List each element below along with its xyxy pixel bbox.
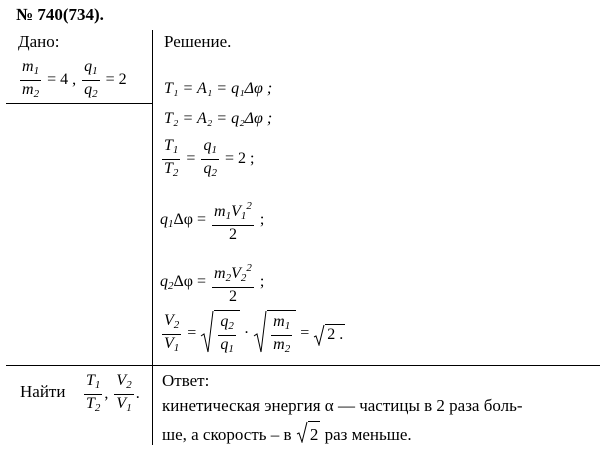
equation-kinetic-2: $q_2\Delta\varphi$ = $\frac{m_2V_2^2}{2}$ ; [160,262,265,305]
answer-line-2 [162,421,412,446]
sqrt-two-value: 2 . [327,326,344,343]
equation-energy-1: T₁ = A₁ = q₁Δφ ; [164,80,273,97]
find-divider [6,365,600,366]
given-label: Дано: [18,32,60,51]
answer-line-1: кинетическая энергия α — частицы в 2 раза боль- [162,396,523,415]
problem-number: № 740(734). [16,5,104,24]
velocity-eq-sign: = [187,324,197,342]
column-divider [152,30,153,445]
charge-ratio-value: = 2 [105,71,127,89]
sqrt-mass-ratio: $\frac{m_1}{m_2}$ [253,310,296,358]
mass-ratio-value: = 4 , [47,71,77,89]
equation-energy-ratio: $\frac{T_1}{T_2}$ = $\frac{q_1}{q_2}$ = 2 ; [164,137,255,179]
energy-ratio-value: = 2 ; [224,150,255,168]
answer-sqrt-two [296,421,321,446]
find-end: . [135,385,140,403]
sqrt-two [313,324,345,344]
answer-sqrt-value: 2 [308,421,321,446]
solution-label: Решение. [164,32,232,51]
find-separator: , [104,385,109,403]
find-quantities: $\frac{T_1}{T_2}$ , $\frac{V_2}{V_1}$ . [86,372,140,414]
equation-kinetic-1: $q_1\Delta\varphi$ = $\frac{m_1V_1^2}{2}$ ; [160,200,265,243]
charge-ratio: $\frac{q_1}{q_2}$ [84,58,98,100]
answer-line-2-start: ше, а скорость – в [162,425,292,444]
mass-ratio: $\frac{m_1}{m_2}$ [22,58,40,100]
sqrt-charge-ratio: $\frac{q_2}{q_1}$ [200,310,240,358]
answer-line-2-end: раз меньше. [324,425,412,444]
equation-velocity-ratio: $\frac{V_2}{V_1}$ = $\frac{q_2}{q_1}$ · $\frac{m_1}{m_2}$ = 2 . [160,310,345,358]
given-divider [6,103,152,104]
answer-label: Ответ: [162,371,210,390]
find-label: Найти [20,382,66,401]
given-ratios [18,58,127,103]
equation-energy-2: T₂ = A₂ = q₂Δφ ; [164,110,273,127]
